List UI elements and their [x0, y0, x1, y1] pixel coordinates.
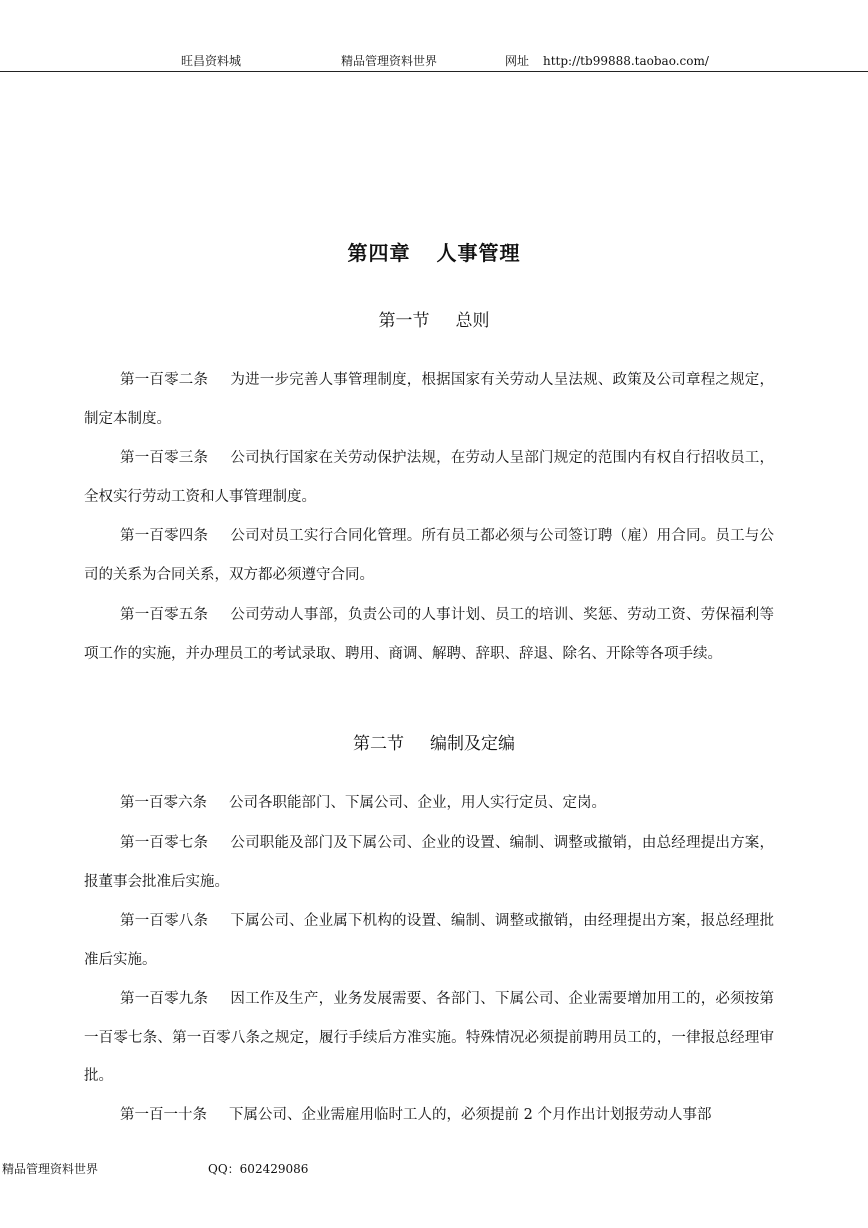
article-number: 第一百零九条	[120, 991, 209, 1007]
article-text: 公司执行国家在关劳动保护法规，在劳动人呈部门规定的范围内有权自行招收员工，全权实行劳动工资和人事管理制度。	[84, 450, 774, 505]
article-text: 公司劳动人事部，负责公司的人事计划、员工的培训、奖惩、劳动工资、劳保福利等项工作的实施，并办理员工的考试录取、聘用、商调、解聘、辞职、辞退、除名、开除等各项手续。	[84, 607, 774, 662]
article	[84, 517, 774, 594]
footer-qq: QQ：602429086	[208, 1162, 309, 1176]
chapter-heading	[0, 238, 868, 268]
article-text: 因工作及生产，业务发展需要、各部门、下属公司、企业需要增加用工的，必须按第一百零七条、第一百零八条之规定，履行手续后方准实施。特殊情况必须提前聘用员工的，一律报总经理审批。	[84, 991, 774, 1084]
section-heading	[0, 731, 868, 757]
article-number: 第一百零六条	[120, 795, 207, 811]
chapter-number: 第四章	[347, 241, 411, 265]
section-number: 第一节	[378, 311, 430, 331]
header-brand: 精品管理资料世界	[341, 54, 438, 68]
article-text: 下属公司、企业属下机构的设置、编制、调整或撤销，由经理提出方案，报总经理批准后实施。	[84, 913, 774, 968]
article-number: 第一百零三条	[120, 450, 209, 466]
article	[84, 439, 774, 516]
header-url-link[interactable]: http://tb99888.taobao.com/	[543, 54, 709, 68]
article-text: 公司各职能部门、下属公司、企业，用人实行定员、定岗。	[229, 795, 606, 811]
article	[84, 824, 774, 901]
section-title: 总则	[455, 311, 490, 331]
article-number: 第一百一十条	[120, 1107, 207, 1123]
section-title: 编制及定编	[430, 734, 515, 754]
header-url-label: 网址	[505, 54, 530, 68]
article	[84, 980, 774, 1096]
header-divider	[0, 71, 868, 72]
header-site-name: 旺昌资料城	[181, 54, 242, 68]
article-text: 为进一步完善人事管理制度，根据国家有关劳动人呈法规、政策及公司章程之规定，制定本制度。	[84, 372, 774, 427]
section-heading	[0, 308, 868, 334]
article	[84, 596, 774, 673]
footer-brand: 精品管理资料世界	[2, 1162, 99, 1176]
article	[84, 361, 774, 438]
article-number: 第一百零二条	[120, 372, 209, 388]
article	[84, 1096, 774, 1135]
chapter-title: 人事管理	[436, 241, 521, 265]
article-number: 第一百零五条	[120, 607, 209, 623]
article-text: 公司职能及部门及下属公司、企业的设置、编制、调整或撤销，由总经理提出方案，报董事会批准后实施。	[84, 835, 774, 890]
article	[84, 902, 774, 979]
article-text: 下属公司、企业需雇用临时工人的，必须提前 2 个月作出计划报劳动人事部	[229, 1107, 712, 1123]
article	[84, 784, 774, 823]
article-number: 第一百零八条	[120, 913, 209, 929]
article-text: 公司对员工实行合同化管理。所有员工都必须与公司签订聘（雇）用合同。员工与公司的关系为合同关系，双方都必须遵守合同。	[84, 528, 774, 583]
article-number: 第一百零四条	[120, 528, 209, 544]
section-number: 第二节	[353, 734, 404, 754]
article-number: 第一百零七条	[120, 835, 209, 851]
